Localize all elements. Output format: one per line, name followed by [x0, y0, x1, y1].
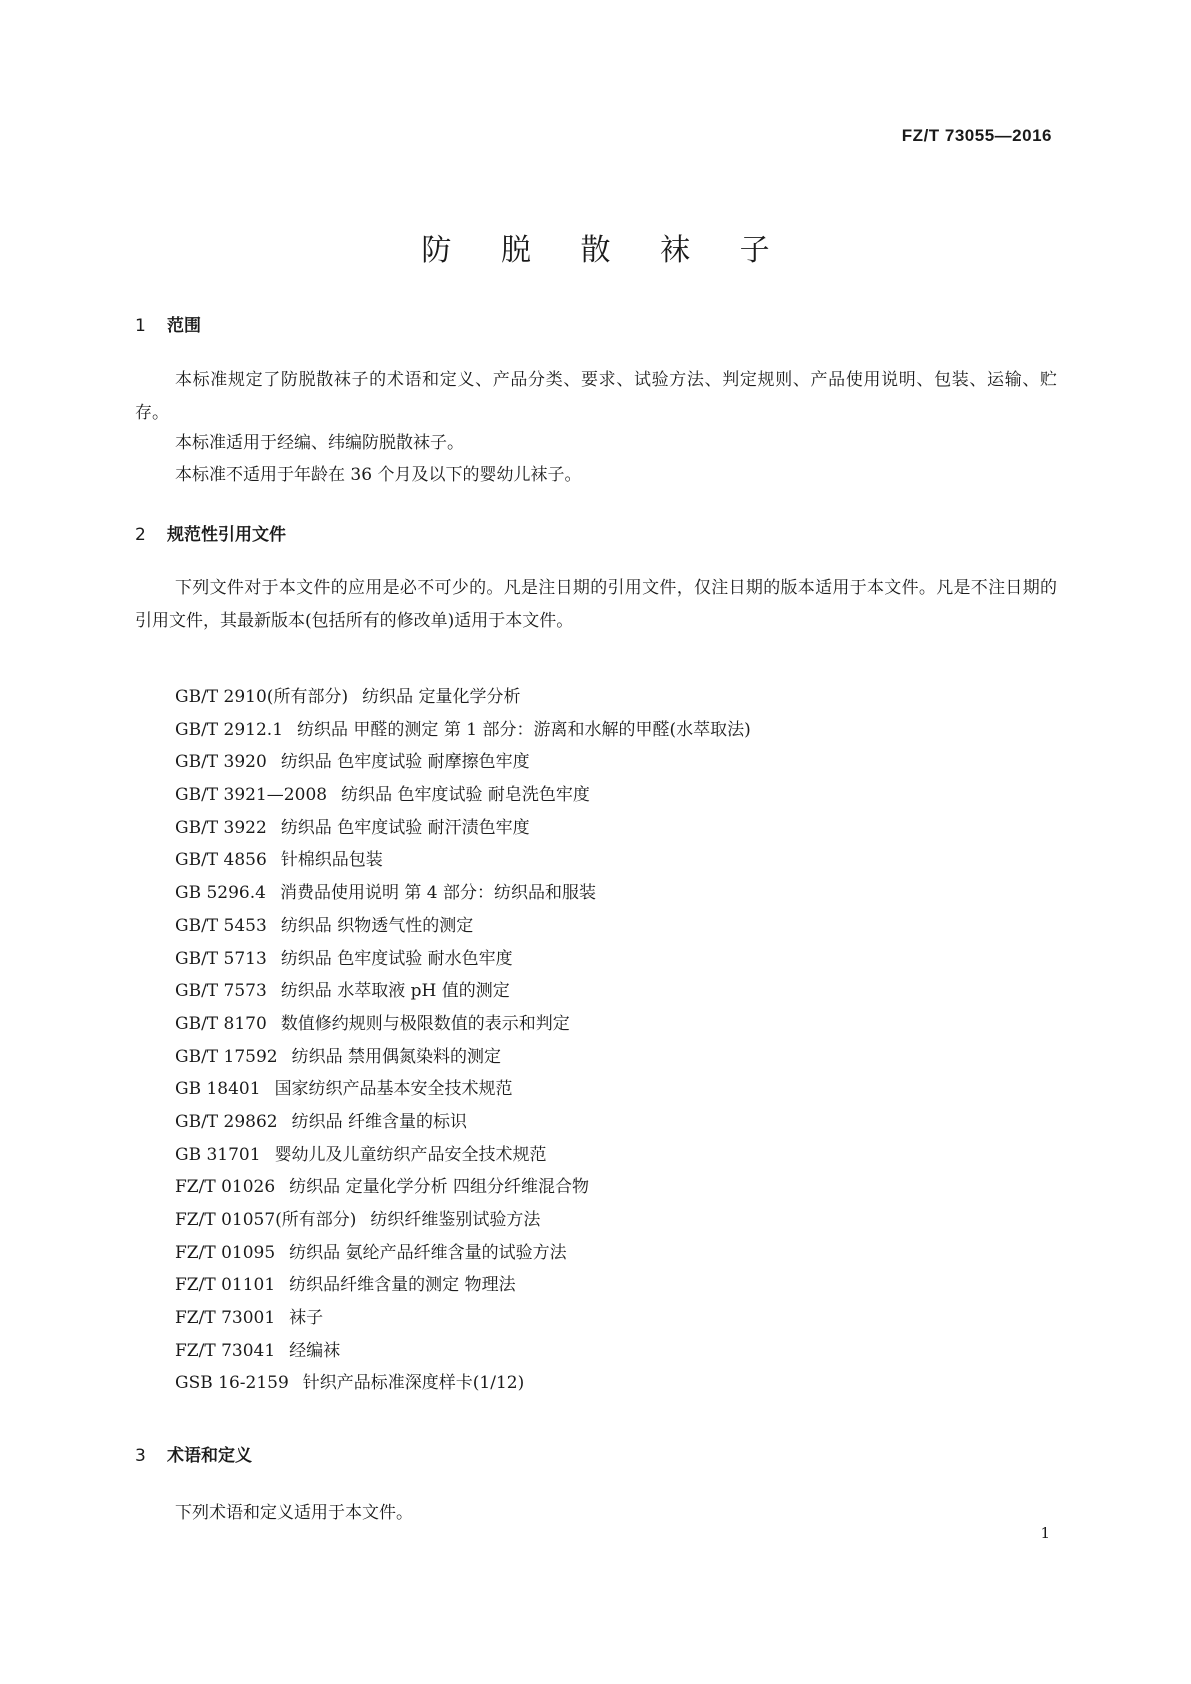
reference-item [175, 1367, 751, 1400]
reference-item [175, 910, 751, 943]
reference-code: GB/T 2910(所有部分) [175, 687, 349, 707]
reference-title: 针织产品标准深度样卡(1/12) [302, 1373, 525, 1394]
reference-code: GB/T 5713 [175, 948, 267, 969]
section-number: 2 [135, 525, 146, 545]
section-3-heading [135, 1441, 252, 1466]
reference-item [175, 877, 751, 910]
reference-title: 纺织品 定量化学分析 四组分纤维混合物 [289, 1177, 589, 1198]
reference-item [175, 1008, 751, 1041]
reference-title: 纺织品 甲醛的测定 第 1 部分：游离和水解的甲醛(水萃取法) [297, 719, 751, 740]
reference-title: 纺织品 禁用偶氮染料的测定 [291, 1046, 502, 1067]
reference-title: 纺织品 纤维含量的标识 [291, 1111, 468, 1132]
reference-code: FZ/T 01095 [175, 1242, 276, 1263]
terms-intro: 下列术语和定义适用于本文件。 [175, 1503, 413, 1523]
reference-item [175, 681, 751, 714]
standard-number: FZ/T 73055—2016 [901, 126, 1052, 145]
reference-code: GB/T 4856 [175, 850, 267, 871]
reference-item [175, 1171, 751, 1204]
reference-item [175, 1073, 751, 1106]
section-number: 3 [135, 1446, 146, 1466]
reference-item [175, 746, 751, 779]
reference-item [175, 1237, 751, 1270]
reference-code: FZ/T 73001 [175, 1308, 276, 1329]
reference-item [175, 714, 751, 747]
reference-title: 国家纺织产品基本安全技术规范 [274, 1079, 513, 1100]
reference-item [175, 1041, 751, 1074]
reference-code: GB/T 2912.1 [175, 719, 284, 740]
reference-item [175, 779, 751, 812]
reference-title: 纺织品 色牢度试验 耐摩擦色牢度 [280, 752, 530, 773]
reference-code: GB 18401 [175, 1079, 261, 1100]
reference-title: 纺织品纤维含量的测定 物理法 [289, 1275, 516, 1296]
reference-code: GSB 16-2159 [175, 1373, 289, 1394]
section-number: 1 [135, 316, 146, 336]
reference-code: GB/T 17592 [175, 1046, 278, 1067]
reference-title: 纺织品 氨纶产品纤维含量的试验方法 [289, 1242, 567, 1263]
reference-code: GB/T 5453 [175, 915, 267, 936]
reference-title: 婴幼儿及儿童纺织产品安全技术规范 [274, 1144, 547, 1165]
reference-title: 纺织品 水萃取液 pH 值的测定 [280, 981, 510, 1002]
reference-list [175, 681, 751, 1400]
reference-item [175, 1139, 751, 1172]
reference-code: GB/T 7573 [175, 981, 267, 1002]
reference-title: 纺织品 色牢度试验 耐皂洗色牢度 [341, 785, 590, 806]
reference-item [175, 844, 751, 877]
section-2-heading [135, 520, 286, 545]
reference-item [175, 1302, 751, 1335]
section-title: 规范性引用文件 [167, 525, 286, 545]
document-title: 防 脱 散 袜 子 [421, 233, 790, 268]
reference-item [175, 1204, 751, 1237]
reference-code: FZ/T 01101 [175, 1275, 276, 1296]
references-intro: 下列文件对于本文件的应用是必不可少的。凡是注日期的引用文件，仅注日期的版本适用于本文件。凡是不注日期的引用文件，其最新版本(包括所有的修改单)适用于本文件。 [135, 578, 1057, 631]
section-1-heading [135, 311, 201, 336]
reference-code: GB/T 3920 [175, 752, 267, 773]
reference-code: FZ/T 01057(所有部分) [175, 1210, 357, 1230]
reference-item [175, 1335, 751, 1368]
reference-title: 纺织品 织物透气性的测定 [280, 915, 474, 936]
page-number: 1 [1040, 1524, 1050, 1542]
reference-code: GB/T 8170 [175, 1013, 267, 1034]
reference-title: 经编袜 [289, 1340, 341, 1361]
section-title: 术语和定义 [167, 1446, 252, 1466]
scope-paragraph-3: 本标准不适用于年龄在 36 个月及以下的婴幼儿袜子。 [175, 465, 582, 485]
reference-code: GB/T 29862 [175, 1111, 278, 1132]
reference-code: FZ/T 01026 [175, 1177, 276, 1198]
reference-item [175, 1106, 751, 1139]
reference-code: FZ/T 73041 [175, 1340, 276, 1361]
reference-item [175, 812, 751, 845]
reference-item [175, 943, 751, 976]
section-title: 范围 [167, 316, 201, 336]
reference-title: 数值修约规则与极限数值的表示和判定 [280, 1013, 570, 1034]
reference-code: GB 5296.4 [175, 883, 266, 904]
reference-item [175, 975, 751, 1008]
reference-code: GB/T 3922 [175, 817, 267, 838]
scope-paragraph-1: 本标准规定了防脱散袜子的术语和定义、产品分类、要求、试验方法、判定规则、产品使用说明、包装、运输、贮存。 [135, 370, 1057, 423]
reference-title: 袜子 [289, 1308, 324, 1329]
reference-title: 纺织品 定量化学分析 [362, 687, 521, 707]
reference-code: GB/T 3921—2008 [175, 785, 328, 806]
reference-title: 消费品使用说明 第 4 部分：纺织品和服装 [279, 883, 596, 904]
reference-title: 纺织纤维鉴别试验方法 [370, 1210, 541, 1230]
reference-title: 纺织品 色牢度试验 耐水色牢度 [280, 948, 513, 969]
reference-title: 针棉织品包装 [280, 850, 383, 871]
reference-title: 纺织品 色牢度试验 耐汗渍色牢度 [280, 817, 530, 838]
reference-item [175, 1269, 751, 1302]
reference-code: GB 31701 [175, 1144, 261, 1165]
scope-paragraph-2: 本标准适用于经编、纬编防脱散袜子。 [175, 433, 464, 453]
